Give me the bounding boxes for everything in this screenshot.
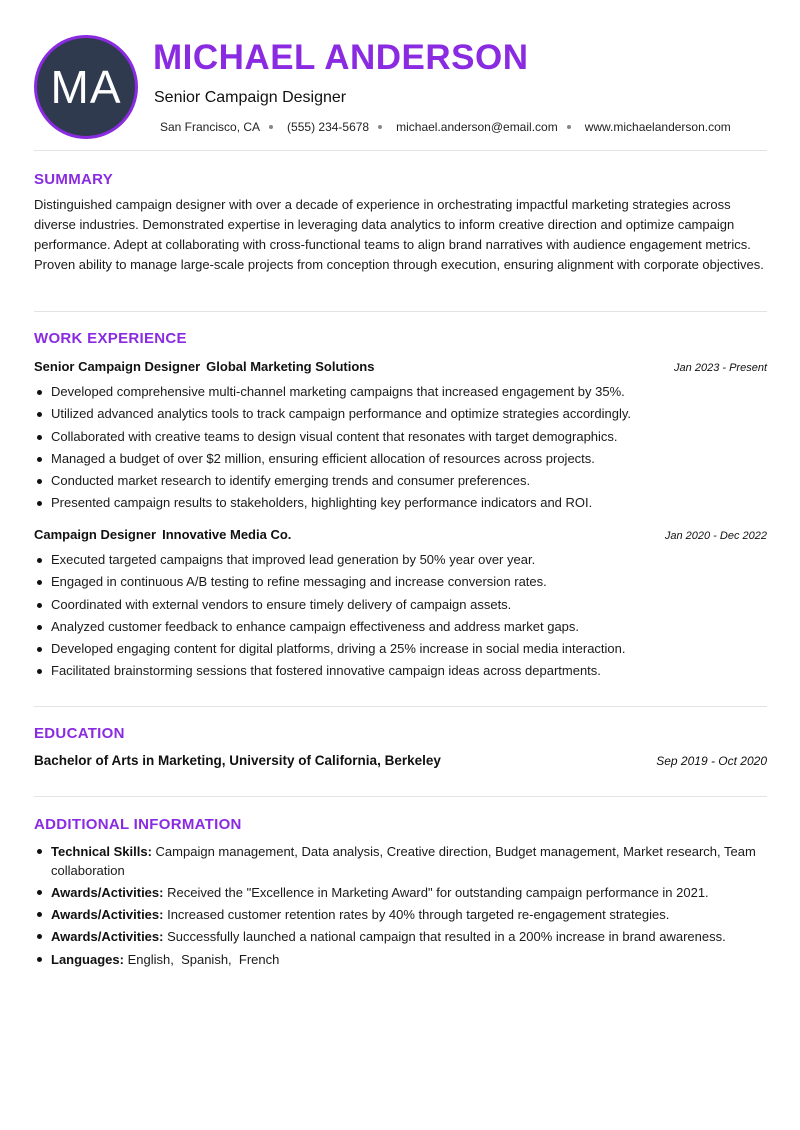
list-item <box>34 842 767 880</box>
summary-text: Distinguished campaign designer with over a decade of experience in orchestrating impactful marketing strategies across diverse industries. Demonstrated expertise in leveraging data analytics to inform creative direction and optimize campaign performance. Adept at collaborating with cross-functional teams to align brand narratives with audience engagement metrics. Proven ability to manage large-scale projects from conception through execution, ensuring alignment with corporate objectives. <box>34 197 764 272</box>
info-text: English, Spanish, French <box>127 952 280 967</box>
list-item <box>34 883 767 902</box>
list-item: Managed a budget of over $2 million, ensuring efficient allocation of resources across projects. <box>34 448 767 470</box>
avatar <box>34 35 138 139</box>
work-experience-heading: WORK EXPERIENCE <box>34 330 187 347</box>
list-item: Collaborated with creative teams to design visual content that resonates with target demographics. <box>34 426 767 448</box>
list-item: Presented campaign results to stakeholders, highlighting key performance indicators and ROI. <box>34 492 767 514</box>
info-label: Awards/Activities: <box>51 907 164 922</box>
avatar-initials: MA <box>50 61 122 113</box>
list-item: Coordinated with external vendors to ensure timely delivery of campaign assets. <box>34 594 767 616</box>
job-header <box>34 359 767 374</box>
list-item <box>34 905 767 924</box>
education-degree: Bachelor of Arts in Marketing, University of California, Berkeley <box>34 753 441 768</box>
list-item: Executed targeted campaigns that improved lead generation by 50% year over year. <box>34 549 767 571</box>
job-dates: Jan 2020 - Dec 2022 <box>664 530 767 542</box>
list-item: Facilitated brainstorming sessions that fostered innovative campaign ideas across departments. <box>34 660 767 682</box>
info-label: Awards/Activities: <box>51 929 164 944</box>
education-entry <box>34 753 767 768</box>
info-label: Awards/Activities: <box>51 885 164 900</box>
job-dates: Jan 2023 - Present <box>674 362 767 374</box>
additional-info-list <box>34 842 767 972</box>
list-item: Utilized advanced analytics tools to track campaign performance and optimize strategies accordingly. <box>34 403 767 425</box>
info-label: Technical Skills: <box>51 844 152 859</box>
job-company: Innovative Media Co. <box>162 527 292 542</box>
separator-dot-icon <box>567 125 571 129</box>
education-heading: EDUCATION <box>34 725 125 742</box>
info-text: Campaign management, Data analysis, Creative direction, Budget management, Market research, Team collaboration <box>51 844 756 878</box>
info-text: Received the "Excellence in Marketing Award" for outstanding campaign performance in 2021. <box>167 885 709 900</box>
separator-dot-icon <box>269 125 273 129</box>
info-text: Successfully launched a national campaign that resulted in a 200% increase in brand awareness. <box>167 929 726 944</box>
job-role: Senior Campaign Designer <box>34 359 201 374</box>
info-text: Increased customer retention rates by 40% through targeted re-engagement strategies. <box>167 907 670 922</box>
candidate-name: MICHAEL ANDERSON <box>153 38 529 77</box>
job-title-company <box>34 359 374 374</box>
contact-phone: (555) 234-5678 <box>287 120 370 134</box>
divider <box>34 150 767 151</box>
separator-dot-icon <box>378 125 382 129</box>
job-bullets <box>34 549 767 683</box>
summary-heading: SUMMARY <box>34 171 114 188</box>
list-item: Developed engaging content for digital platforms, driving a 25% increase in social media interaction. <box>34 638 767 660</box>
candidate-title: Senior Campaign Designer <box>154 89 347 106</box>
contact-location: San Francisco, CA <box>160 120 261 134</box>
divider <box>34 706 767 707</box>
list-item: Engaged in continuous A/B testing to refine messaging and increase conversion rates. <box>34 571 767 593</box>
job-role: Campaign Designer <box>34 527 157 542</box>
list-item: Conducted market research to identify emerging trends and consumer preferences. <box>34 470 767 492</box>
list-item <box>34 950 767 969</box>
list-item <box>34 927 767 946</box>
job-company: Global Marketing Solutions <box>206 359 375 374</box>
education-dates: Sep 2019 - Oct 2020 <box>656 754 767 768</box>
info-label: Languages: <box>51 952 124 967</box>
job-title-company <box>34 527 291 542</box>
divider <box>34 796 767 797</box>
contact-website[interactable]: www.michaelanderson.com <box>584 120 731 134</box>
divider <box>34 311 767 312</box>
contact-email[interactable]: michael.anderson@email.com <box>396 120 558 134</box>
additional-info-heading: ADDITIONAL INFORMATION <box>34 816 242 833</box>
list-item: Analyzed customer feedback to enhance campaign effectiveness and address market gaps. <box>34 616 767 638</box>
contact-row <box>160 120 731 134</box>
job-header <box>34 527 767 542</box>
list-item: Developed comprehensive multi-channel marketing campaigns that increased engagement by 35%. <box>34 381 767 403</box>
job-bullets <box>34 381 767 515</box>
